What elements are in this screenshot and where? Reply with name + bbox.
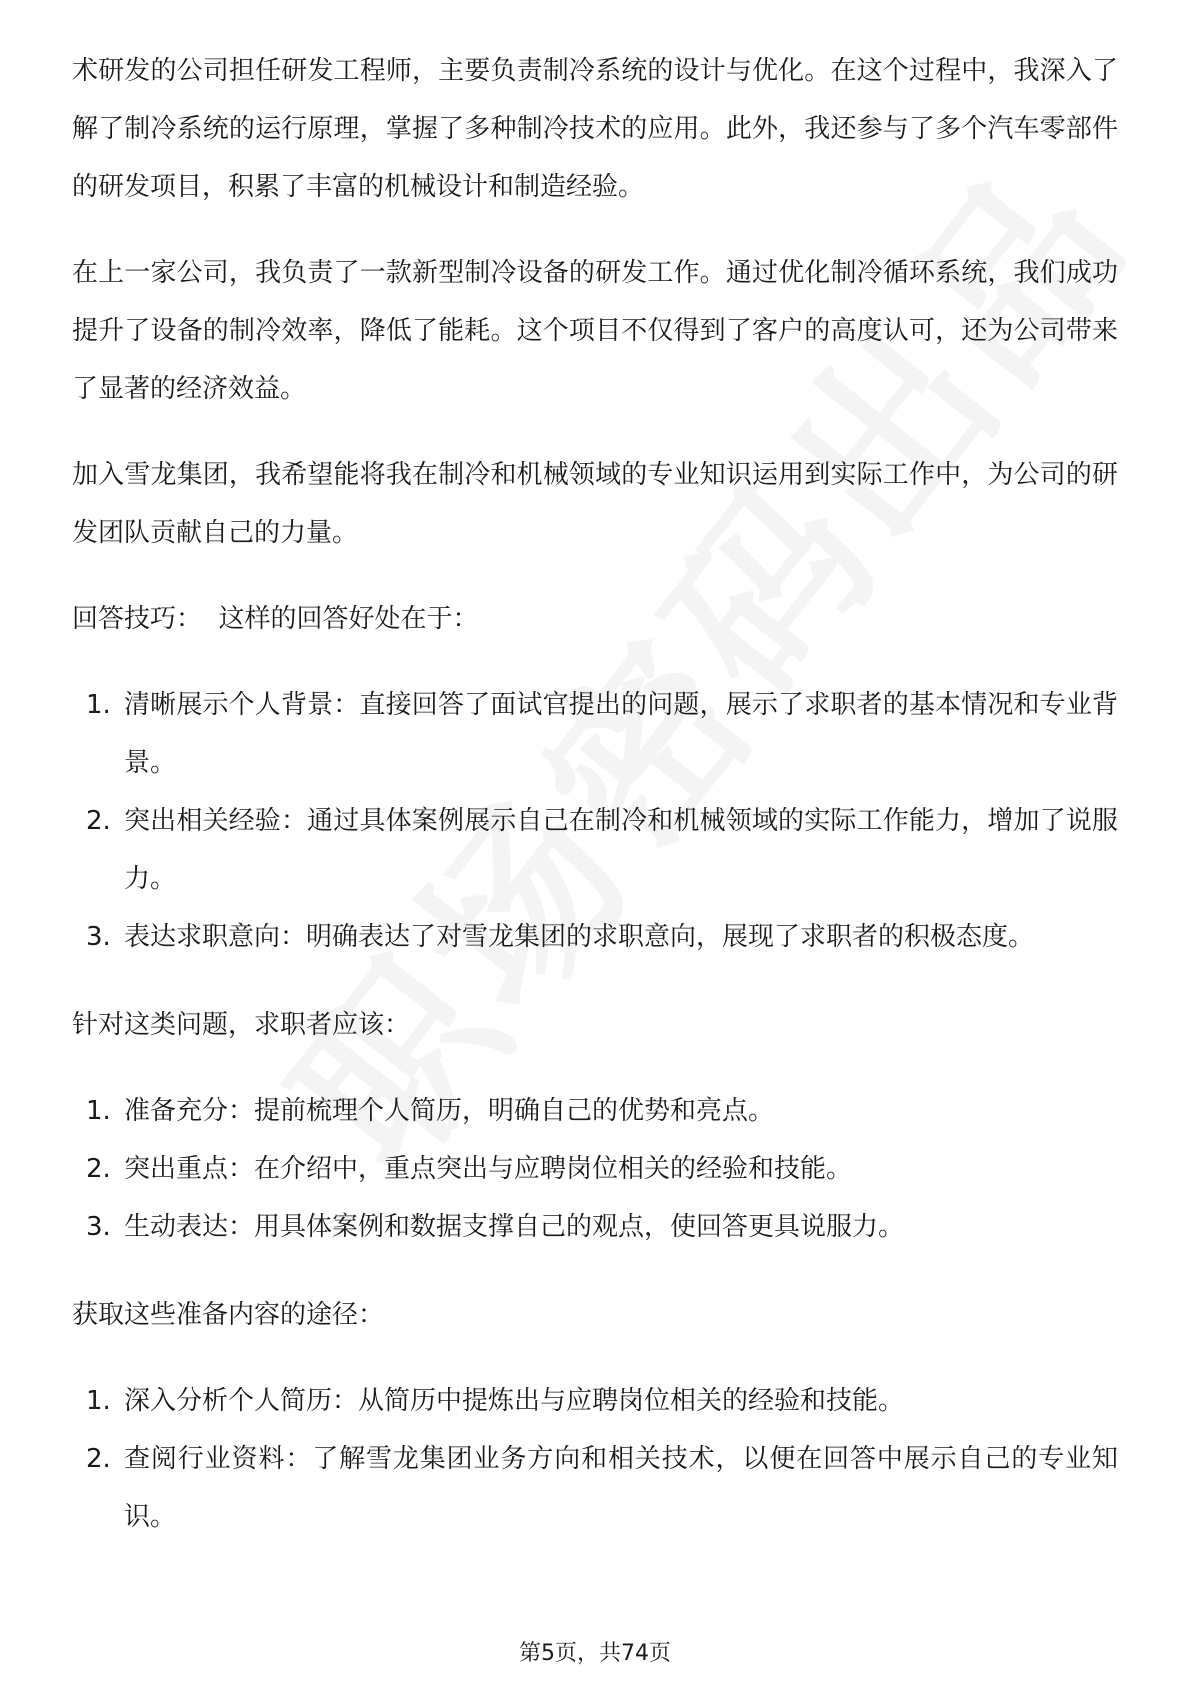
list-number: 2. xyxy=(86,806,111,836)
list-number: 2. xyxy=(86,1154,111,1184)
list-item xyxy=(72,908,1118,966)
list-item-text: 清晰展示个人背景：直接回答了面试官提出的问题，展示了求职者的基本情况和专业背景。 xyxy=(124,690,1118,778)
list-item xyxy=(72,676,1118,792)
paragraph-project: 在上一家公司，我负责了一款新型制冷设备的研发工作。通过优化制冷循环系统，我们成功提升了设备的制冷效率，降低了能耗。这个项目不仅得到了客户的高度认可，还为公司带来了显著的经济效益。 xyxy=(72,258,1118,404)
tips-heading: 回答技巧： 这样的回答好处在于： xyxy=(72,604,479,634)
list-item xyxy=(72,1430,1118,1546)
list-number: 3. xyxy=(86,922,111,952)
list-number: 1. xyxy=(86,690,111,720)
sources-list xyxy=(72,1372,1118,1546)
advice-list xyxy=(72,1082,1118,1256)
list-item xyxy=(72,1198,1118,1256)
list-item-text: 突出相关经验：通过具体案例展示自己在制冷和机械领域的实际工作能力，增加了说服力。 xyxy=(124,806,1118,894)
paragraph-motivation: 加入雪龙集团，我希望能将我在制冷和机械领域的专业知识运用到实际工作中，为公司的研发团队贡献自己的力量。 xyxy=(72,460,1118,548)
list-item-text: 查阅行业资料：了解雪龙集团业务方向和相关技术，以便在回答中展示自己的专业知识。 xyxy=(124,1444,1118,1532)
list-item xyxy=(72,1372,1118,1430)
list-item xyxy=(72,792,1118,908)
tips-list xyxy=(72,676,1118,966)
list-item xyxy=(72,1082,1118,1140)
list-number: 1. xyxy=(86,1096,111,1126)
list-item-text: 突出重点：在介绍中，重点突出与应聘岗位相关的经验和技能。 xyxy=(124,1154,853,1184)
list-number: 2. xyxy=(86,1444,111,1474)
list-item-text: 生动表达：用具体案例和数据支撑自己的观点，使回答更具说服力。 xyxy=(124,1212,905,1242)
list-item-text: 深入分析个人简历：从简历中提炼出与应聘岗位相关的经验和技能。 xyxy=(124,1386,905,1416)
advice-heading: 针对这类问题，求职者应该： xyxy=(72,1010,411,1040)
page-content xyxy=(72,42,1118,1576)
list-number: 3. xyxy=(86,1212,111,1242)
paragraph-background: 术研发的公司担任研发工程师，主要负责制冷系统的设计与优化。在这个过程中，我深入了解了制冷系统的运行原理，掌握了多种制冷技术的应用。此外，我还参与了多个汽车零部件的研发项目，积累了丰富的机械设计和制造经验。 xyxy=(72,56,1118,202)
sources-heading: 获取这些准备内容的途径： xyxy=(72,1300,385,1330)
list-item-text: 准备充分：提前梳理个人简历，明确自己的优势和亮点。 xyxy=(124,1096,775,1126)
list-number: 1. xyxy=(86,1386,111,1416)
list-item xyxy=(72,1140,1118,1198)
list-item-text: 表达求职意向：明确表达了对雪龙集团的求职意向，展现了求职者的积极态度。 xyxy=(124,922,1035,952)
page-number: 第5页，共74页 xyxy=(519,1641,671,1666)
